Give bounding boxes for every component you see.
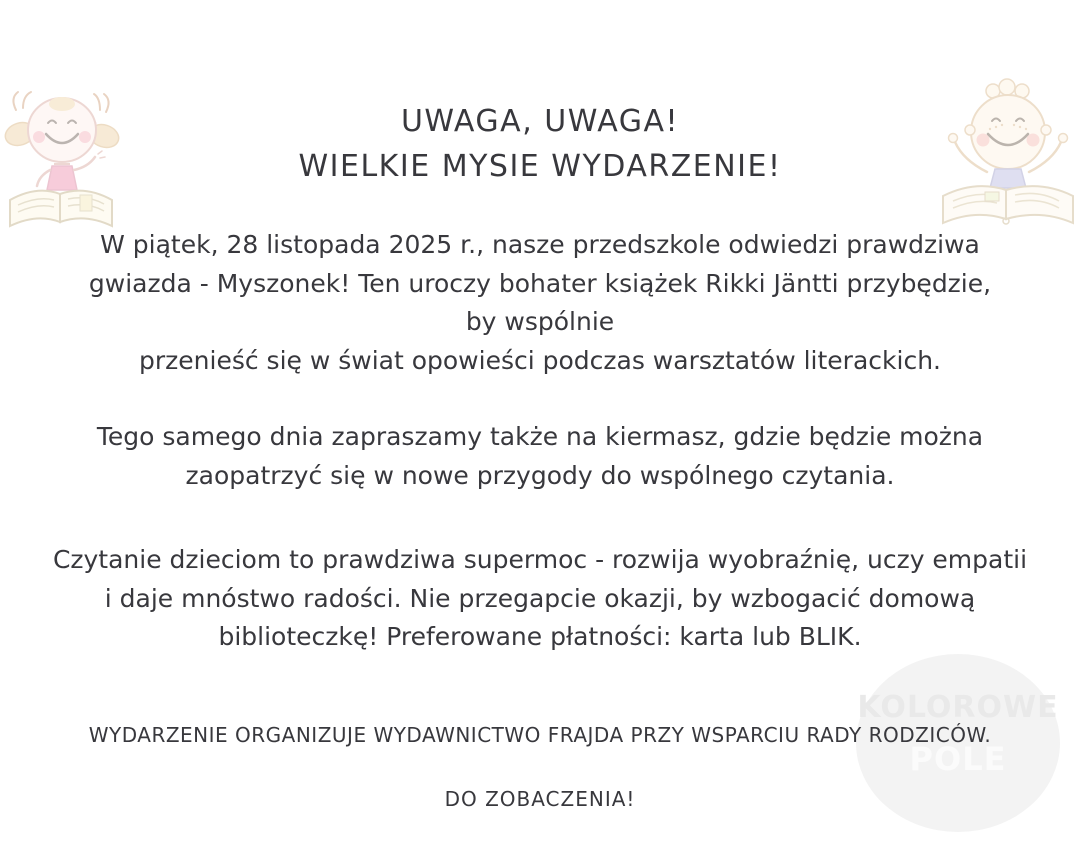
paragraph1-line1: W piątek, 28 listopada 2025 r., nasze przedszkole odwiedzi prawdziwa <box>100 230 980 259</box>
paragraph-event-announcement <box>0 226 1080 380</box>
paragraph3-line2: i daje mnóstwo radości. Nie przegapcie okazji, by wzbogacić domową <box>104 583 976 613</box>
flyer-title <box>0 99 1080 189</box>
paragraph-reading-benefits <box>0 541 1080 657</box>
paragraph3-line1: Czytanie dzieciom to prawdziwa supermoc - rozwija wyobraźnię, uczy empatii <box>52 545 1028 574</box>
paragraph2-line2: zaopatrzyć się w nowe przygody do wspólnego czytania. <box>185 460 895 490</box>
title-line-1: UWAGA, UWAGA! <box>400 104 680 139</box>
watermark-line-1: KOLOROWE <box>857 690 1059 725</box>
paragraph1-line3: by wspólnie <box>465 307 615 336</box>
paragraph2-line1: Tego samego dnia zapraszamy także na kiermasz, gdzie będzie można <box>96 422 984 451</box>
title-line-2: WIELKIE MYSIE WYDARZENIE! <box>298 149 782 184</box>
paragraph3-line3: biblioteczkę! Preferowane płatności: karta lub BLIK. <box>218 622 862 651</box>
closing-line: DO ZOBACZENIA! <box>444 787 636 811</box>
watermark-line-2: POLE <box>909 740 1007 778</box>
paragraph1-line2: gwiazda - Myszonek! Ten uroczy bohater książek Rikki Jäntti przybędzie, <box>88 268 992 298</box>
paragraph1-line4: przenieść się w świat opowieści podczas warsztatów literackich. <box>139 345 941 375</box>
organizer-line: WYDARZENIE ORGANIZUJE WYDAWNICTWO FRAJDA PRZY WSPARCIU RADY RODZICÓW. <box>88 723 992 747</box>
paragraph-book-fair <box>0 418 1080 495</box>
